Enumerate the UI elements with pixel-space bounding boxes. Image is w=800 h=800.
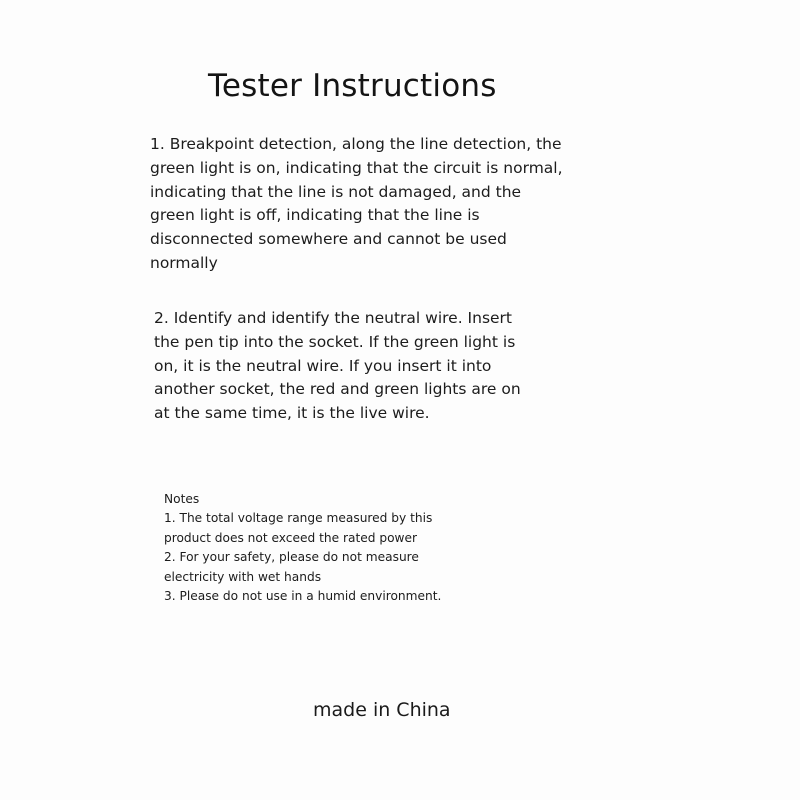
- note-line: 1. The total voltage range measured by this: [164, 511, 433, 526]
- instruction-neutral-wire: [154, 307, 521, 426]
- instruction-line: indicating that the line is not damaged, and the: [150, 182, 522, 201]
- instruction-line: 1. Breakpoint detection, along the line detection, the: [150, 135, 562, 153]
- notes-heading: Notes: [164, 492, 200, 506]
- instruction-line: another socket, the red and green lights are on: [154, 380, 521, 399]
- origin-label: made in China: [313, 699, 451, 721]
- notes-section: [164, 490, 441, 606]
- instruction-line: 2. Identify and identify the neutral wire. Insert: [154, 309, 513, 327]
- instruction-line: the pen tip into the socket. If the green light is: [154, 332, 516, 351]
- instruction-line: disconnected somewhere and cannot be used: [150, 230, 507, 249]
- page-title: Tester Instructions: [208, 68, 497, 104]
- note-line: 2. For your safety, please do not measure: [164, 550, 419, 565]
- instruction-line: green light is on, indicating that the circuit is normal,: [150, 158, 563, 177]
- instruction-line: at the same time, it is the live wire.: [154, 404, 430, 423]
- instruction-line: normally: [150, 253, 218, 272]
- instruction-line: green light is off, indicating that the line is: [150, 206, 480, 225]
- instruction-breakpoint-detection: [150, 133, 563, 276]
- note-line: electricity with wet hands: [164, 569, 322, 584]
- note-line: product does not exceed the rated power: [164, 530, 417, 545]
- note-line: 3. Please do not use in a humid environment.: [164, 589, 442, 604]
- instruction-line: on, it is the neutral wire. If you insert it into: [154, 356, 492, 375]
